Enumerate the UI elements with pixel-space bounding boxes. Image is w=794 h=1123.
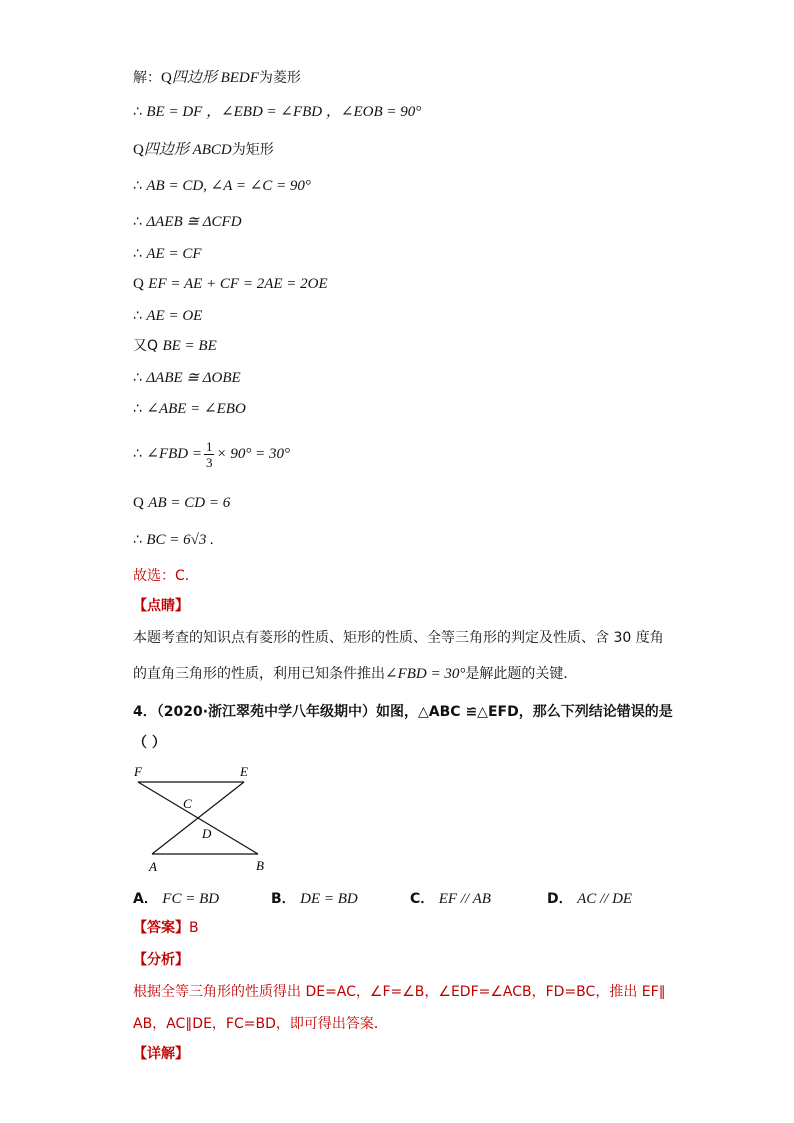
math-expression: ΔAEB ≅ ΔCFD	[146, 214, 242, 230]
solution-line-2	[133, 102, 421, 122]
dianjing-text-2	[133, 664, 577, 684]
solution-line-3	[133, 140, 274, 160]
solution-suffix: 为矩形	[231, 142, 274, 158]
detail-tag: 【详解】	[133, 1046, 189, 1062]
dianjing-tag: 【点睛】	[133, 598, 189, 614]
fraction-numerator: 1	[205, 438, 213, 454]
option-c[interactable]	[410, 888, 491, 908]
option-letter: C．	[410, 891, 435, 907]
option-letter: B．	[271, 891, 296, 907]
therefore-symbol: ∴	[133, 214, 142, 230]
option-text: AC // DE	[577, 891, 633, 907]
solution-line-7	[133, 274, 328, 294]
therefore-symbol: ∴	[133, 104, 142, 120]
solution-line-fraction	[133, 436, 290, 472]
analysis-text-1: 根据全等三角形的性质得出 DE=AC，∠F=∠B，∠EDF=∠ACB，FD=BC，推出 EF∥	[133, 984, 666, 1000]
solution-line-4	[133, 176, 311, 196]
option-letter: D．	[547, 891, 573, 907]
because-symbol: Q	[133, 276, 144, 292]
math-expression: 四边形 BEDF	[171, 70, 259, 86]
dianjing-text-part: 是解此题的关键．	[465, 666, 578, 682]
because-symbol: Q	[133, 142, 144, 158]
therefore-symbol: ∴	[133, 178, 142, 194]
solution-line-1	[133, 68, 301, 88]
answer-tag: 【答案】	[133, 920, 189, 936]
option-letter: A．	[133, 891, 158, 907]
solution-line-6	[133, 244, 202, 264]
solution-suffix: 为菱形	[258, 70, 301, 86]
label-f: F	[134, 764, 142, 779]
segment-ae	[152, 782, 244, 854]
therefore-symbol: ∴	[133, 308, 142, 324]
label-b: B	[256, 858, 264, 873]
option-a[interactable]	[133, 888, 219, 908]
because-symbol: Q	[161, 70, 172, 86]
question-4-stem: 4．（2020·浙江翠苑中学八年级期中）如图，△ABC ≌△EFD，那么下列结论错误的是	[133, 704, 673, 720]
analysis-text-2: AB，AC∥DE，FC=BD，即可得出答案．	[133, 1016, 388, 1032]
math-expression: × 90° = 30°	[216, 446, 290, 462]
geometry-figure	[130, 762, 280, 877]
solution-line-12	[133, 493, 230, 513]
math-expression: ∠FBD =	[146, 446, 202, 462]
math-expression: ΔABE ≅ ΔOBE	[146, 370, 241, 386]
math-expression: BE = BE	[162, 338, 217, 354]
dianjing-text-part: 的直角三角形的性质，利用已知条件推出	[133, 666, 385, 682]
option-text: EF // AB	[438, 891, 491, 907]
label-d: D	[202, 826, 212, 841]
because-symbol: 又Q	[133, 338, 159, 354]
math-expression: AE = OE	[146, 308, 203, 324]
math-expression: 四边形 ABCD	[143, 142, 232, 158]
choice-line: 故选：C．	[133, 568, 199, 584]
math-expression: AB = CD, ∠A = ∠C = 90°	[146, 178, 311, 194]
question-4-blank: （ ）	[133, 735, 166, 751]
option-text: DE = BD	[300, 891, 358, 907]
math-expression: BE = DF ，∠EBD = ∠FBD ，∠EOB = 90°	[146, 104, 422, 120]
math-expression: ∠FBD = 30°	[385, 666, 466, 682]
solution-line-9	[133, 336, 217, 356]
solution-line-5	[133, 212, 242, 232]
therefore-symbol: ∴	[133, 370, 142, 386]
math-expression: AB = CD = 6	[148, 495, 231, 511]
answer-line	[133, 918, 199, 938]
math-expression: AE = CF	[146, 246, 202, 262]
label-a: A	[149, 859, 157, 874]
therefore-symbol: ∴	[133, 246, 142, 262]
option-b[interactable]	[271, 888, 358, 908]
therefore-symbol: ∴	[133, 532, 142, 548]
dianjing-text-1: 本题考查的知识点有菱形的性质、矩形的性质、全等三角形的判定及性质、含 30 度角	[133, 630, 664, 646]
solution-line-10	[133, 368, 241, 388]
therefore-symbol: ∴	[133, 401, 142, 417]
analysis-tag: 【分析】	[133, 952, 189, 968]
label-e: E	[240, 764, 248, 779]
therefore-symbol: ∴	[133, 446, 142, 462]
math-expression: EF = AE + CF = 2AE = 2OE	[148, 276, 328, 292]
math-expression: BC = 6√3 .	[146, 532, 214, 548]
because-symbol: Q	[133, 495, 144, 511]
solution-prefix: 解：	[133, 70, 161, 86]
option-d[interactable]	[547, 888, 632, 908]
fraction-denominator: 3	[205, 454, 213, 470]
option-text: FC = BD	[162, 891, 220, 907]
solution-line-13	[133, 530, 214, 550]
answer-value: B	[189, 920, 199, 936]
solution-line-11	[133, 399, 246, 419]
label-c: C	[183, 796, 192, 811]
fraction	[204, 439, 215, 470]
math-expression: ∠ABE = ∠EBO	[146, 401, 246, 417]
solution-line-8	[133, 306, 202, 326]
